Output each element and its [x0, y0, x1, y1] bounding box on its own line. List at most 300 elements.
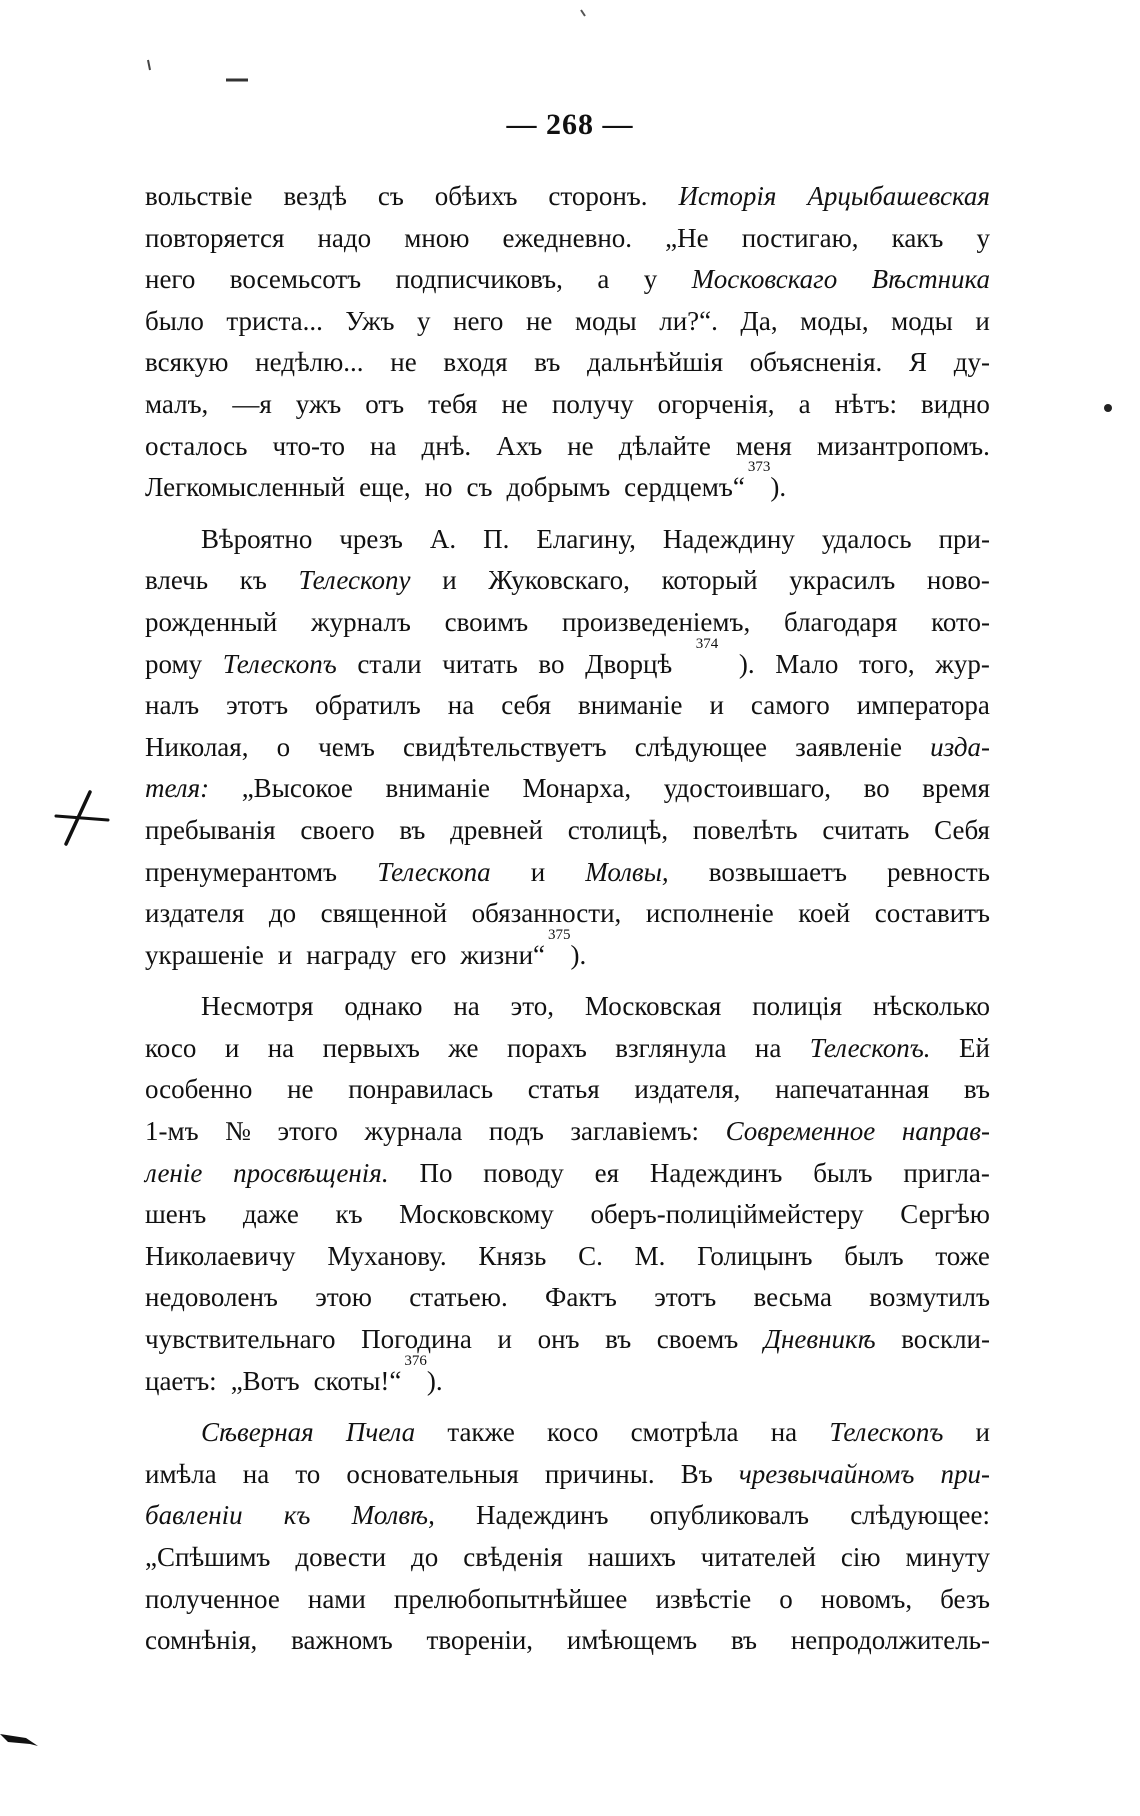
word: недоволенъ [145, 1282, 278, 1313]
word: то [295, 1458, 321, 1489]
word: однако [344, 991, 423, 1022]
word: жур- [935, 648, 990, 679]
word: издателя [145, 898, 245, 929]
word: повторяется [145, 222, 285, 253]
word: но [424, 472, 453, 503]
word: 1-мъ [145, 1116, 199, 1147]
word: на [242, 1458, 270, 1489]
word: ея [594, 1157, 620, 1188]
word: „Высокое [241, 773, 353, 804]
word: безъ [940, 1583, 990, 1614]
word: Телескопу [298, 565, 411, 596]
word: ). [738, 648, 755, 679]
word: Вѣроятно [201, 523, 313, 554]
word: ду- [953, 347, 990, 378]
word: того, [859, 648, 915, 679]
word: Надеждину [662, 523, 795, 554]
word: чемъ [318, 731, 375, 762]
word: особенно [145, 1074, 253, 1105]
word: всякую [145, 347, 229, 378]
word: и [224, 1032, 240, 1063]
word: награду [306, 939, 397, 970]
text-line [145, 1495, 990, 1537]
text-line [145, 1454, 990, 1496]
word: напечатанная [775, 1074, 930, 1105]
word: сердцемъ“ [624, 472, 745, 503]
body-text [145, 176, 990, 1662]
word: къ [283, 1500, 311, 1531]
word: Въ [680, 1458, 713, 1489]
word: —я [232, 388, 272, 419]
word: днѣ. [421, 430, 472, 461]
word: подписчиковъ, [395, 264, 563, 295]
word: весьма [753, 1282, 832, 1313]
text-line [145, 810, 990, 852]
word: былъ [813, 1157, 873, 1188]
word: косо [547, 1417, 599, 1448]
word: постигаю, [741, 222, 859, 253]
word: считать [822, 814, 910, 845]
word: С. [578, 1240, 603, 1271]
word: обязанности, [471, 898, 622, 929]
word: подъ [488, 1116, 544, 1147]
text-line [145, 384, 990, 426]
text-line [145, 218, 990, 260]
word: основательныя [346, 1458, 519, 1489]
word: видно [921, 388, 990, 419]
word: Голицынъ [697, 1240, 813, 1271]
word: кото- [931, 606, 990, 637]
text-line [145, 852, 990, 894]
word: и [530, 856, 546, 887]
text-line [145, 1194, 990, 1236]
word: при- [938, 523, 990, 554]
text-line [145, 1111, 990, 1153]
word: Жуковскаго, [488, 565, 630, 596]
word: на [370, 430, 397, 461]
word: и [497, 1324, 512, 1355]
word: время [922, 773, 990, 804]
word: ). [570, 939, 587, 970]
word: не [525, 305, 553, 336]
word: полиція [752, 991, 843, 1022]
word: ново- [926, 565, 990, 596]
paragraph-gap [145, 1402, 990, 1412]
text-line [145, 301, 990, 343]
text-line [145, 685, 990, 727]
word: въ [963, 1074, 990, 1105]
word: Ужъ [345, 305, 395, 336]
word: воскли- [901, 1324, 990, 1355]
text-line [145, 635, 990, 686]
word: дѣлайте [618, 430, 711, 461]
word: вездѣ [283, 181, 347, 211]
word: малъ, [145, 388, 209, 419]
word: императора [856, 690, 990, 721]
word: Себя [934, 814, 990, 845]
word: у [976, 222, 990, 253]
dash-mark [224, 70, 254, 90]
word: получу [551, 388, 634, 419]
word: удалось [821, 523, 912, 554]
word: прелюбопытнѣйшее [393, 1583, 628, 1614]
word: Мало [775, 648, 839, 679]
word: него [453, 305, 504, 336]
text-line [145, 459, 990, 509]
word: важномъ [291, 1625, 393, 1656]
word: а [597, 264, 610, 295]
word: Сѣверная [201, 1417, 314, 1448]
word: „Спѣшимъ [145, 1542, 271, 1572]
word: меня [735, 430, 792, 461]
margin-dot [1098, 398, 1118, 418]
word: жизни“ [460, 939, 546, 970]
word: моды, [800, 305, 869, 336]
word: на [267, 1032, 295, 1063]
word: тоже [935, 1240, 990, 1271]
stray-dot-mark [140, 50, 160, 80]
word: у [643, 264, 658, 295]
word: вниманіе [577, 690, 683, 721]
word: коей [798, 898, 851, 929]
word: священной [320, 898, 448, 929]
text-line [145, 1153, 990, 1195]
word: онъ [537, 1324, 580, 1355]
word: добрымъ [506, 472, 611, 503]
word: въ [399, 814, 426, 845]
word: Телескопъ [222, 648, 337, 679]
word: непродолжитель- [790, 1625, 990, 1656]
word: имѣющемъ [566, 1625, 698, 1656]
word: твореніи, [426, 1625, 534, 1656]
word: еще, [359, 472, 411, 503]
word: просвѣщенія. [233, 1157, 389, 1188]
word: удостоившаго, [663, 773, 832, 804]
word: Молвѣ, [351, 1500, 435, 1531]
word: этого [277, 1116, 338, 1147]
word: ). [426, 1365, 443, 1396]
word: № [225, 1116, 251, 1147]
word: не [287, 1074, 314, 1105]
text-line [145, 519, 990, 561]
word: тебя [428, 388, 478, 419]
word: же [448, 1032, 479, 1063]
word: своимъ [444, 606, 529, 637]
word: это, [510, 991, 554, 1022]
word: Надеждинъ [476, 1500, 609, 1531]
word: къ [335, 1199, 363, 1230]
word: его [410, 939, 447, 970]
word: а [798, 388, 811, 419]
word: статьею. [409, 1282, 508, 1313]
word: Елагину, [536, 523, 636, 554]
word: во [538, 648, 565, 679]
word: издателя, [634, 1074, 741, 1105]
word: Несмотря [201, 991, 314, 1022]
word: былъ [844, 1240, 904, 1271]
word: пригла- [903, 1157, 990, 1188]
word: древней [450, 814, 543, 845]
word: восемьсотъ [229, 264, 362, 295]
word: слѣдующее: [850, 1500, 990, 1531]
word: сторонъ. [548, 181, 648, 211]
word: дальнѣйшія [587, 347, 724, 378]
word: въ [534, 347, 561, 378]
word: налъ [145, 690, 200, 721]
word: этотъ [654, 1282, 717, 1313]
word: вольствіе [145, 181, 253, 211]
word: ли?“. [659, 305, 718, 336]
word: имѣла [145, 1458, 217, 1489]
word: Сергѣю [900, 1199, 990, 1230]
text-line [145, 560, 990, 602]
word: нашихъ [587, 1542, 676, 1572]
text-line [145, 768, 990, 810]
word: возмутилъ [869, 1282, 990, 1313]
word: этою [315, 1282, 372, 1313]
word: довести [295, 1542, 387, 1572]
word: Исторія [678, 181, 777, 211]
word: чрезъ [339, 523, 403, 554]
word: своемъ [656, 1324, 739, 1355]
word: возвышаетъ [708, 856, 847, 887]
word: который [661, 565, 758, 596]
word: цаетъ: [145, 1365, 217, 1396]
word: Телескопъ. [809, 1032, 931, 1063]
word: свидѣтельствуетъ [402, 731, 607, 762]
word: пренумерантомъ [145, 856, 338, 887]
word: составитъ [874, 898, 990, 929]
text-line [145, 986, 990, 1028]
word: осталось [145, 430, 248, 461]
word: слѣдующее [634, 731, 768, 762]
word: заглавіемъ: [570, 1116, 699, 1147]
word: Монарха, [522, 773, 632, 804]
word: минуту [905, 1542, 990, 1572]
word: косо [145, 1032, 197, 1063]
word: и [975, 1417, 990, 1448]
text-line [145, 1579, 990, 1621]
text-line [145, 1537, 990, 1579]
word: моды [891, 305, 953, 336]
word: Молвы, [585, 856, 669, 887]
paragraph-gap [145, 509, 990, 519]
word: Погодина [361, 1324, 472, 1355]
word: шенъ [145, 1199, 207, 1230]
word: Николая, [145, 731, 249, 762]
word: до [411, 1542, 439, 1572]
word: себя [501, 690, 551, 721]
word: съ [377, 181, 404, 211]
footnote-ref: 374 [695, 635, 719, 652]
word: на [453, 991, 480, 1022]
word: въ [605, 1324, 632, 1355]
word: обѣихъ [434, 181, 518, 211]
word: читателей [700, 1542, 816, 1572]
word: поводу [483, 1157, 564, 1188]
word: сію [840, 1542, 881, 1572]
word: Московская [584, 991, 722, 1022]
word: Московскому [399, 1199, 554, 1230]
word: Дворцѣ [585, 648, 673, 679]
word: рожденный [145, 606, 278, 637]
word: взглянула [615, 1032, 727, 1063]
word: теля: [145, 773, 210, 804]
text-line [145, 926, 990, 977]
word: Телескопъ [829, 1417, 944, 1448]
word: бавленіи [145, 1500, 243, 1531]
word: Николаевичу [145, 1240, 296, 1271]
word: нами [307, 1583, 366, 1614]
text-line [145, 1352, 990, 1403]
word: По [419, 1157, 453, 1188]
word: входя [443, 347, 508, 378]
word: чувствительнаго [145, 1324, 336, 1355]
text-line [145, 602, 990, 644]
text-line [145, 259, 990, 301]
word: „Вотъ [230, 1365, 300, 1396]
word: Муханову. [327, 1240, 447, 1271]
word: извѣстіе [655, 1583, 752, 1614]
word: что-то [272, 430, 345, 461]
text-line [145, 342, 990, 384]
word: порахъ [506, 1032, 587, 1063]
text-line [145, 1236, 990, 1278]
word: въ [730, 1625, 757, 1656]
tick-mark [575, 4, 595, 24]
word: мною [404, 222, 470, 253]
word: Современное [725, 1116, 876, 1147]
word: „Не [665, 222, 709, 253]
word: своего [300, 814, 375, 845]
page-number: — 268 — [506, 108, 634, 141]
word: полученное [145, 1583, 280, 1614]
word: какъ [891, 222, 944, 253]
paragraph-gap [145, 976, 990, 986]
word: Да, [740, 305, 778, 336]
word: Ей [958, 1032, 990, 1063]
word: Вѣстника [871, 264, 990, 295]
word: о [276, 731, 291, 762]
word: М. [634, 1240, 666, 1271]
word: Я [909, 347, 928, 378]
word: А. [429, 523, 457, 554]
word: моды [574, 305, 637, 336]
word: ежедневно. [502, 222, 633, 253]
word: Фактъ [545, 1282, 617, 1313]
word: понравилась [348, 1074, 494, 1105]
word: Дневникѣ [763, 1324, 876, 1355]
word: у [417, 305, 431, 336]
word: не [390, 347, 417, 378]
word: новомъ, [820, 1583, 913, 1614]
word: изда- [930, 731, 990, 762]
word: этотъ [226, 690, 289, 721]
word: столицѣ, [567, 814, 669, 845]
word: отъ [365, 388, 405, 419]
word: Арцыбашевская [807, 181, 990, 211]
word: направ- [901, 1116, 990, 1147]
word: повелѣть [692, 814, 798, 845]
word: триста... [226, 305, 323, 336]
word: него [145, 264, 196, 295]
word: П. [483, 523, 510, 554]
word: Телескопа [377, 856, 491, 887]
word: украсилъ [789, 565, 896, 596]
word: свѣденія [463, 1542, 563, 1572]
text-line [145, 426, 990, 468]
word: читать [442, 648, 518, 679]
word: исполненіе [645, 898, 774, 929]
word: чрезвычайномъ [738, 1458, 915, 1489]
word: было [145, 305, 204, 336]
word: скоты!“ [313, 1365, 402, 1396]
word: сомнѣнія, [145, 1625, 258, 1656]
word: надо [317, 222, 372, 253]
text-line [145, 1028, 990, 1070]
word: съ [466, 472, 493, 503]
word: во [863, 773, 890, 804]
text-line [145, 727, 990, 769]
edge-smudge-mark [0, 1720, 60, 1760]
word: мизантропомъ. [816, 430, 990, 461]
word: журналъ [311, 606, 411, 637]
word: и [277, 939, 293, 970]
word: нѣтъ: [834, 388, 897, 419]
footnote-ref: 373 [747, 459, 771, 476]
word: Пчела [345, 1417, 416, 1448]
word: даже [242, 1199, 299, 1230]
word: Ахъ [496, 430, 543, 461]
word: Московскаго [691, 264, 838, 295]
word: къ [239, 565, 267, 596]
word: недѣлю... [255, 347, 364, 378]
cross-annotation-mark [52, 790, 112, 850]
text-line [145, 1620, 990, 1662]
text-line [145, 1412, 990, 1454]
word: причины. [544, 1458, 655, 1489]
footnote-ref: 376 [404, 1352, 427, 1369]
word: и [442, 565, 457, 596]
word: благодаря [784, 606, 898, 637]
word: вниманіе [385, 773, 490, 804]
word: ). [770, 472, 787, 503]
word: украшеніе [145, 939, 264, 970]
word: пребыванія [145, 814, 276, 845]
word: первыхъ [322, 1032, 420, 1063]
word: и [709, 690, 724, 721]
text-line [145, 1277, 990, 1319]
word: не [501, 388, 528, 419]
footnote-ref: 375 [548, 926, 571, 943]
word: также [447, 1417, 515, 1448]
word: смотрѣла [630, 1417, 739, 1448]
word: опубликовалъ [649, 1500, 810, 1531]
word: журнала [364, 1116, 463, 1147]
word: Князь [478, 1240, 547, 1271]
word: ревность [886, 856, 990, 887]
word: нѣсколько [872, 991, 990, 1022]
text-line [145, 176, 990, 218]
word: на [447, 690, 475, 721]
word: статья [527, 1074, 600, 1105]
word: Надеждинъ [649, 1157, 783, 1188]
word: на [770, 1417, 798, 1448]
word: самого [750, 690, 830, 721]
word: обратилъ [315, 690, 421, 721]
word: огорченія, [657, 388, 775, 419]
word: стали [357, 648, 422, 679]
